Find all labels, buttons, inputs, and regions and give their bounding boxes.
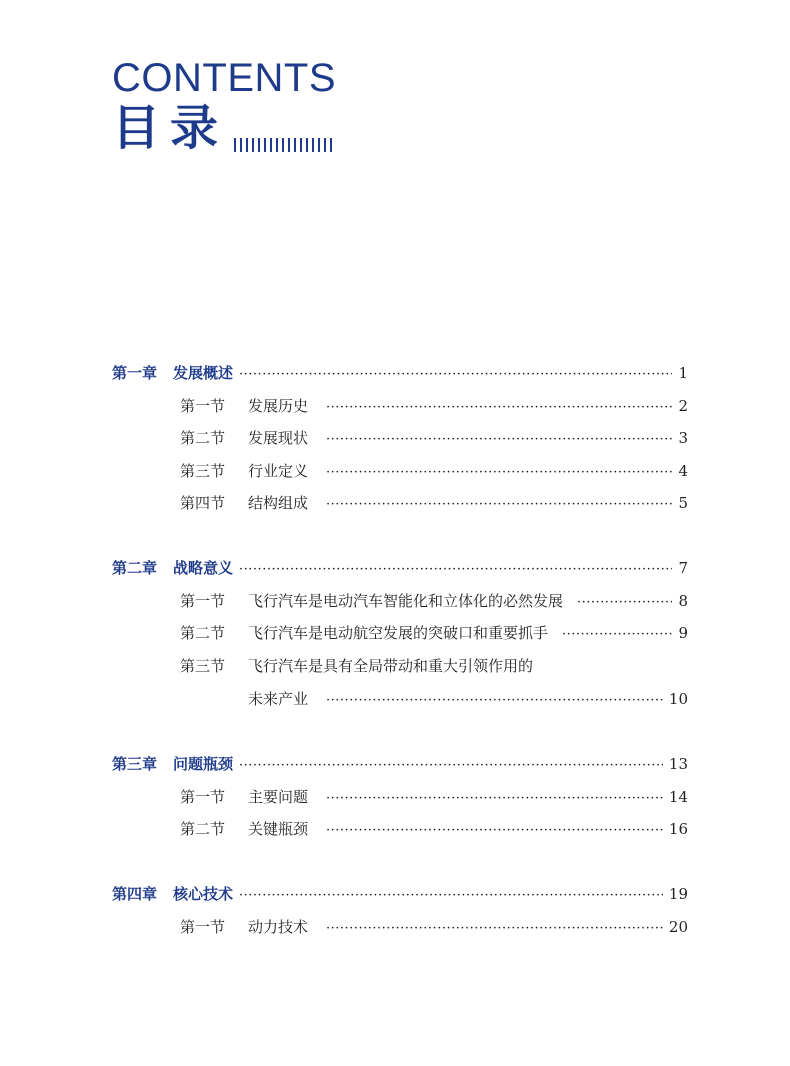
- toc-section-2-1[interactable]: [180, 590, 688, 614]
- section-title: 飞行汽车是电动航空发展的突破口和重要抓手: [248, 624, 549, 642]
- chapter-number: 第二章: [112, 559, 158, 577]
- leader-dots: [326, 400, 672, 415]
- section-number: 第一节: [180, 788, 226, 806]
- page-number: 1: [678, 364, 688, 382]
- toc-chapter-3[interactable]: [112, 753, 688, 777]
- page-number: 9: [678, 624, 688, 642]
- chapter-number: 第三章: [112, 755, 158, 773]
- page-number: 19: [668, 885, 688, 903]
- section-number: 第二节: [180, 820, 226, 838]
- toc-chapter-4[interactable]: [112, 883, 688, 907]
- toc-section-3-2[interactable]: [180, 818, 688, 842]
- contents-title-zh: 目录: [112, 100, 229, 156]
- leader-dots: [239, 562, 672, 577]
- decorative-stripes: [234, 138, 334, 152]
- page-number: 16: [668, 820, 688, 838]
- toc-section-2-3-continued[interactable]: [248, 688, 688, 712]
- section-title: 行业定义: [248, 462, 309, 480]
- section-title: 发展现状: [248, 429, 309, 447]
- section-number: 第四节: [180, 494, 226, 512]
- leader-dots: [326, 823, 663, 838]
- toc-section-1-4[interactable]: [180, 492, 688, 516]
- toc-chapter-1[interactable]: [112, 362, 688, 386]
- section-title: 关键瓶颈: [248, 820, 309, 838]
- section-number: 第三节: [180, 657, 226, 675]
- chapter-title: 战略意义: [173, 559, 234, 577]
- leader-dots: [326, 693, 663, 708]
- page-number: 5: [678, 494, 688, 512]
- section-title-continued: 未来产业: [248, 690, 309, 708]
- section-title: 主要问题: [248, 788, 309, 806]
- section-number: 第三节: [180, 462, 226, 480]
- page-number: 2: [678, 397, 688, 415]
- section-number: 第一节: [180, 918, 226, 936]
- chapter-number: 第一章: [112, 364, 158, 382]
- toc-section-3-1[interactable]: [180, 786, 688, 810]
- section-number: 第一节: [180, 397, 226, 415]
- leader-dots: [326, 921, 663, 936]
- toc-section-4-1[interactable]: [180, 916, 688, 940]
- leader-dots: [577, 595, 672, 610]
- chapter-title: 发展概述: [173, 364, 234, 382]
- page-number: 20: [668, 918, 688, 936]
- section-title: 动力技术: [248, 918, 309, 936]
- section-title: 发展历史: [248, 397, 309, 415]
- leader-dots: [562, 627, 672, 642]
- page-number: 13: [668, 755, 688, 773]
- leader-dots: [239, 888, 663, 903]
- section-title: 结构组成: [248, 494, 309, 512]
- toc-section-2-3[interactable]: [180, 655, 688, 679]
- leader-dots: [239, 367, 672, 382]
- page-number: 14: [668, 788, 688, 806]
- leader-dots: [239, 758, 663, 773]
- page-number: 7: [678, 559, 688, 577]
- section-number: 第一节: [180, 592, 226, 610]
- toc-section-2-2[interactable]: [180, 622, 688, 646]
- page-number: 8: [678, 592, 688, 610]
- section-number: 第二节: [180, 624, 226, 642]
- page-number: 3: [678, 429, 688, 447]
- chapter-number: 第四章: [112, 885, 158, 903]
- leader-dots: [326, 465, 672, 480]
- leader-dots: [326, 791, 663, 806]
- toc-section-1-1[interactable]: [180, 395, 688, 419]
- section-title: 飞行汽车是具有全局带动和重大引领作用的: [248, 657, 534, 675]
- leader-dots: [326, 497, 672, 512]
- toc-section-1-3[interactable]: [180, 460, 688, 484]
- toc-chapter-2[interactable]: [112, 557, 688, 581]
- leader-dots: [326, 432, 672, 447]
- chapter-title: 核心技术: [173, 885, 234, 903]
- section-title: 飞行汽车是电动汽车智能化和立体化的必然发展: [248, 592, 564, 610]
- chapter-title: 问题瓶颈: [173, 755, 234, 773]
- toc-section-1-2[interactable]: [180, 427, 688, 451]
- contents-title-en: CONTENTS: [112, 56, 336, 100]
- page-number: 10: [668, 690, 688, 708]
- section-number: 第二节: [180, 429, 226, 447]
- page-number: 4: [678, 462, 688, 480]
